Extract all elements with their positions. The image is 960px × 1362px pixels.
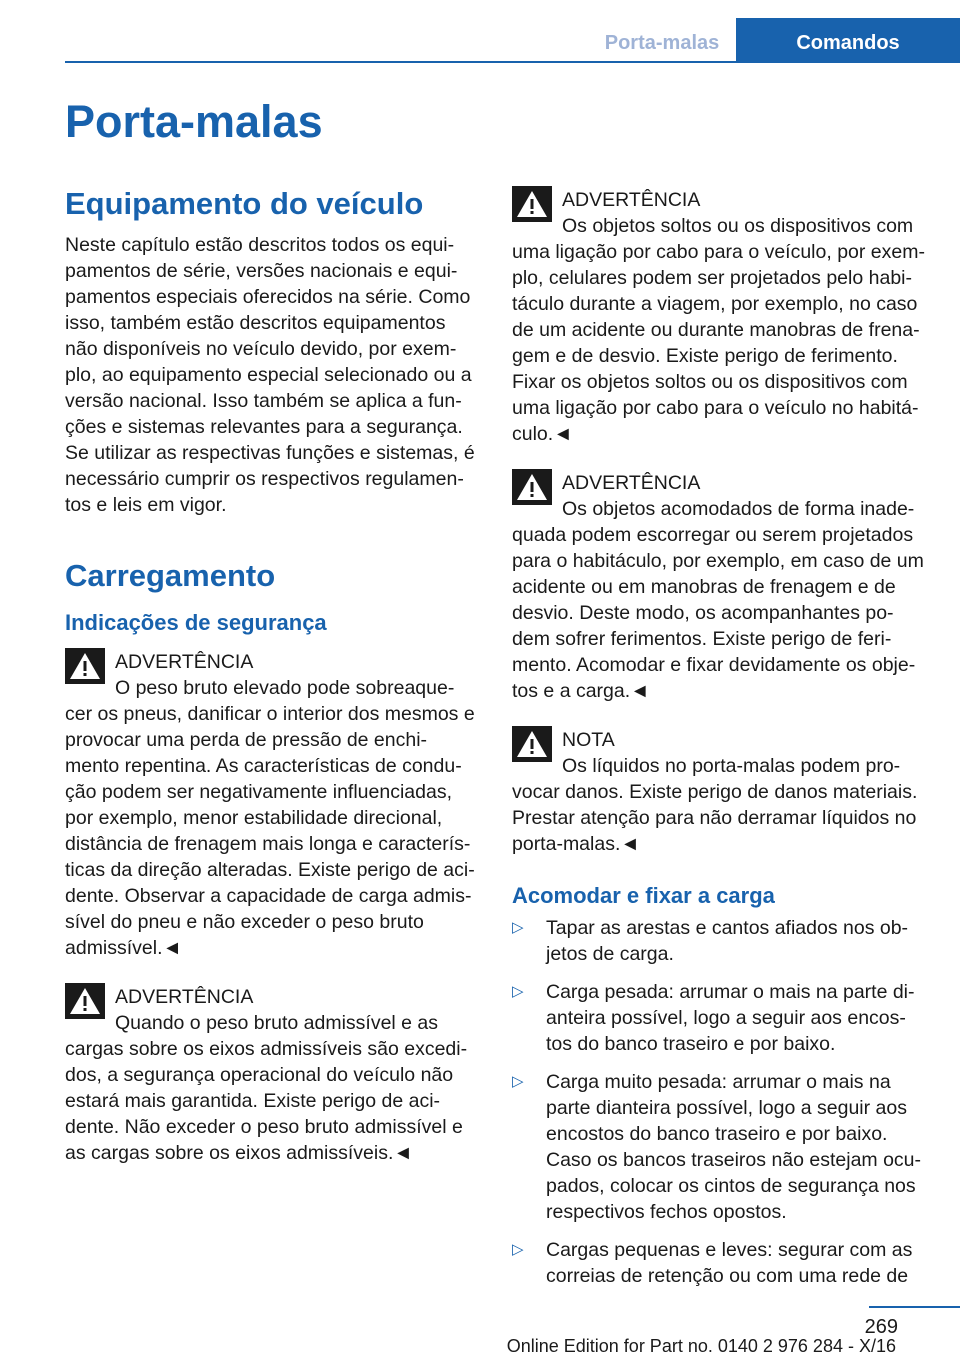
warning-icon <box>512 469 552 505</box>
note-title: NOTA <box>562 729 615 751</box>
warning-block-4 <box>512 467 926 704</box>
page-title: Porta-malas <box>65 96 323 147</box>
loading-heading: Carregamento <box>65 558 276 593</box>
warning-block-2 <box>65 981 479 1166</box>
stow-load-list <box>512 915 926 1289</box>
stow-load-heading: Acomodar e fixar a carga <box>512 883 775 908</box>
list-item: ▷ Carga muito pesada: arrumar o mais na parte dianteira possível, logo a seguir aos encostos do banco traseiro e por baixo. Caso os bancos traseiros não estejam ocu‐ pados, colocar os cintos de segurança nos respectivos fechos opostos. <box>512 1071 922 1223</box>
list-item: ▷ Tapar as arestas e cantos afiados nos ob‐ jetos de carga. <box>512 917 909 965</box>
warning-title: ADVERTÊNCIA <box>562 189 701 211</box>
triangle-bullet-icon: ▷ <box>512 983 524 1000</box>
right-column <box>512 184 926 1301</box>
warning-block-3 <box>512 184 926 447</box>
warning-icon <box>512 186 552 222</box>
triangle-bullet-icon: ▷ <box>512 919 524 936</box>
warning-text: Os objetos acomodados de forma inade‐ quada podem escorregar ou serem projetados para o habitáculo, por exemplo, em caso de um acidente ou em manobras de frenagem e de desvio. Deste modo, os acompanhantes po‐ dem sofrer ferimentos. Existe perigo de feri‐ mento. Acomodar e fixar devidamente os obje‐ tos e a carga.◄ <box>512 498 924 702</box>
warning-text: O peso bruto elevado pode sobreaque‐ cer os pneus, danificar o interior dos mesmos e provocar uma perda de pressão de enchi‐ mento repentina. As características de condu‐ ção podem ser negativamente influenciadas, por exemplo, menor estabilidade direcional, distância de frenagem mais longa e caracterís‐ ticas da direção alteradas. Existe perigo de aci‐ dente. Observar a capacidade de carga admis‐ sível do pneu e não exceder o peso bruto admissível.◄ <box>65 677 475 959</box>
edition-note: Online Edition for Part no. 0140 2 976 284 - X/16 <box>506 1336 896 1356</box>
equipment-heading: Equipamento do veículo <box>65 186 424 221</box>
footer-rule <box>869 1306 960 1308</box>
warning-text: Quando o peso bruto admissível e as cargas sobre os eixos admissíveis são excedi‐ dos, a segurança operacional do veículo não estará mais garantida. Existe perigo de aci‐ dente. Não exceder o peso bruto admissível e as cargas sobre os eixos admissíveis.◄ <box>65 1012 468 1164</box>
warning-text: Os objetos soltos ou os dispositivos com uma ligação por cabo para o veículo, por exem‐ plo, celulares podem ser projetados pelo habi‐ táculo durante a viagem, por exemplo, no caso de um acidente ou durante manobras de frena‐ gem e de desvio. Existe perigo de ferimento. Fixar os objetos soltos ou os dispositivos com uma ligação por cabo para o veículo no habitá‐ culo.◄ <box>512 215 925 445</box>
safety-heading: Indicações de segurança <box>65 610 327 635</box>
warning-icon <box>512 726 552 762</box>
equipment-text: Neste capítulo estão descritos todos os equi‐ pamentos de série, versões nacionais e equi‐ pamentos especiais oferecidos na série. Como isso, também estão descritos equipamentos não disponíveis no veículo devido, por exem‐ plo, ao equipamento especial selecionado ou a versão nacional. Isso também se aplica a fun‐ ções e sistemas relevantes para a segurança. Se utilizar as respectivas funções e sistemas, é necessário cumprir os respectivos regulamen‐ tos e leis em vigor. <box>65 234 475 516</box>
list-item: ▷ Cargas pequenas e leves: segurar com as correias de retenção ou com uma rede de <box>512 1239 913 1287</box>
warning-title: ADVERTÊNCIA <box>562 472 701 494</box>
warning-icon <box>65 983 105 1019</box>
note-block <box>512 724 926 857</box>
header-section-tab: Porta-malas <box>604 32 720 54</box>
page-number: 269 <box>864 1316 898 1338</box>
warning-block-1 <box>65 646 479 961</box>
warning-icon <box>65 648 105 684</box>
header-rule <box>65 61 960 63</box>
left-column <box>65 184 479 1166</box>
triangle-bullet-icon: ▷ <box>512 1241 524 1258</box>
warning-title: ADVERTÊNCIA <box>115 986 254 1008</box>
triangle-bullet-icon: ▷ <box>512 1073 524 1090</box>
header-chapter-tab: Comandos <box>736 18 960 62</box>
note-text: Os líquidos no porta-malas podem pro‐ vocar danos. Existe perigo de danos materiais. Prestar atenção para não derramar líquidos no porta-malas.◄ <box>512 755 918 855</box>
warning-title: ADVERTÊNCIA <box>115 651 254 673</box>
list-item: ▷ Carga pesada: arrumar o mais na parte di‐ anteira possível, logo a seguir aos encos‐ tos do banco traseiro e por baixo. <box>512 981 915 1055</box>
